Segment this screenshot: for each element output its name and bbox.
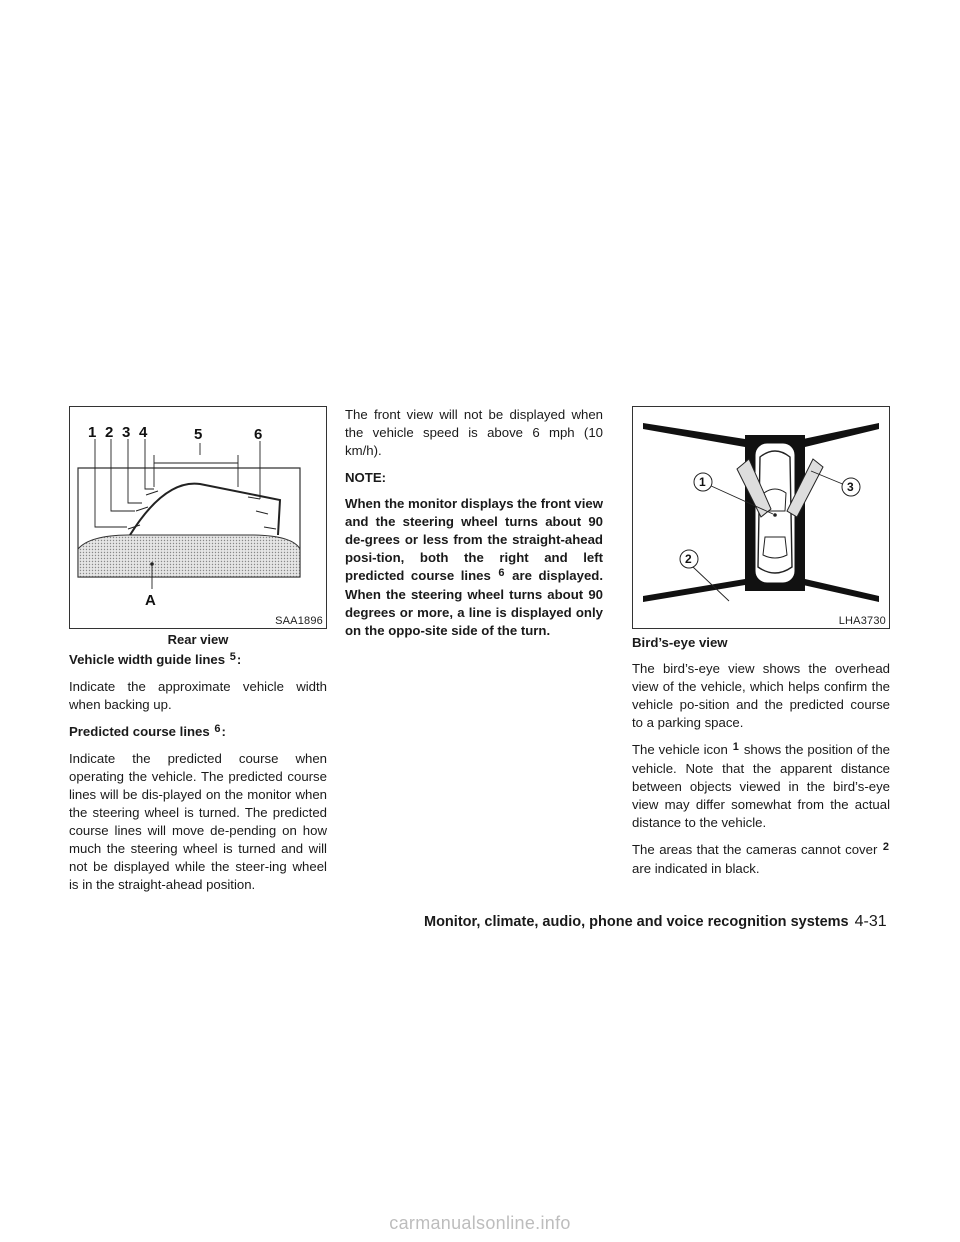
callout-6: 6 xyxy=(254,426,263,443)
birdseye-p3-callout: 2 xyxy=(882,841,890,853)
callout-a: A xyxy=(145,592,156,609)
middle-column xyxy=(345,406,603,640)
right-column xyxy=(632,634,890,887)
width-guide-colon: : xyxy=(236,652,242,667)
rear-view-caption: Rear view xyxy=(167,632,229,647)
birdseye-callout-2: 2 xyxy=(685,552,692,566)
callout-6-ref: 6 xyxy=(214,723,221,735)
note-callout-6: 6 xyxy=(498,567,505,579)
callout-5-ref: 5 xyxy=(229,651,236,663)
course-lines-heading xyxy=(69,723,327,742)
page-number: 4-31 xyxy=(854,913,887,930)
left-column xyxy=(69,651,327,903)
figure-code: LHA3730 xyxy=(838,615,886,627)
watermark[interactable]: carmanualsonline.info xyxy=(389,1213,571,1233)
birdseye-figure xyxy=(632,406,890,629)
birdseye-p3-b: are indicated in black. xyxy=(632,861,760,876)
note-text-part1: When the monitor displays the front view and the steering wheel turns about 90 de-grees or less from the straight-ahead posi-tion, both the right and left predicted course lines xyxy=(345,496,603,583)
rear-view-diagram xyxy=(70,407,326,628)
course-lines-colon: : xyxy=(221,724,226,739)
birdseye-p2-callout: 1 xyxy=(732,741,739,753)
callout-5: 5 xyxy=(194,426,203,443)
birdseye-p2 xyxy=(632,741,890,832)
section-title: Monitor, climate, audio, phone and voice recognition systems xyxy=(424,914,849,930)
note-text xyxy=(345,495,603,640)
birdseye-callout-3: 3 xyxy=(847,480,854,494)
rear-view-figure xyxy=(69,406,327,629)
birdseye-p2-b: shows the position of the vehicle. Note that the apparent distance between objects viewed in the bird’s-eye view may differ somewhat from the actual distance to the vehicle. xyxy=(632,742,891,830)
birdseye-diagram xyxy=(633,407,889,628)
birdseye-p2-a: The vehicle icon xyxy=(632,742,728,757)
birdseye-p3 xyxy=(632,841,890,878)
callout-1: 1 xyxy=(88,424,97,441)
page-footer xyxy=(424,913,940,931)
birdseye-p3-a: The areas that the cameras cannot cover xyxy=(632,842,878,857)
width-guide-heading-text: Vehicle width guide lines xyxy=(69,652,226,667)
callout-3: 3 xyxy=(122,424,131,441)
birdseye-p1: The bird’s-eye view shows the overhead view of the vehicle, which helps confirm the vehicle po-sition and the predicted course to a parking space. xyxy=(632,661,890,730)
course-lines-text: Indicate the predicted course when operating the vehicle. The predicted course lines will be dis-played on the monitor when the steering wheel is turned. The predicted course lines will move de-pending on how much the steering wheel is turned and will not be displayed while the steer-ing wheel is in the straight-ahead position. xyxy=(69,751,327,892)
predicted-course-curve xyxy=(130,484,280,535)
figure-code: SAA1896 xyxy=(275,615,323,627)
width-guide-text: Indicate the approximate vehicle width when backing up. xyxy=(69,679,327,712)
birdseye-heading: Bird’s-eye view xyxy=(632,635,728,650)
birdseye-callout-1: 1 xyxy=(699,475,706,489)
front-view-intro: The front view will not be displayed when the vehicle speed is above 6 mph (10 km/h). xyxy=(345,407,603,458)
callout-4: 4 xyxy=(139,424,148,441)
note-label: NOTE: xyxy=(345,470,387,485)
course-lines-heading-text: Predicted course lines xyxy=(69,724,210,739)
callout-2: 2 xyxy=(105,424,114,441)
bumper-area xyxy=(78,535,300,577)
note-text-part2: are displayed. When the steering wheel turns about 90 degrees or more, a line is displayed only on the oppo-site side of the turn. xyxy=(345,568,604,638)
width-guide-heading xyxy=(69,651,327,670)
